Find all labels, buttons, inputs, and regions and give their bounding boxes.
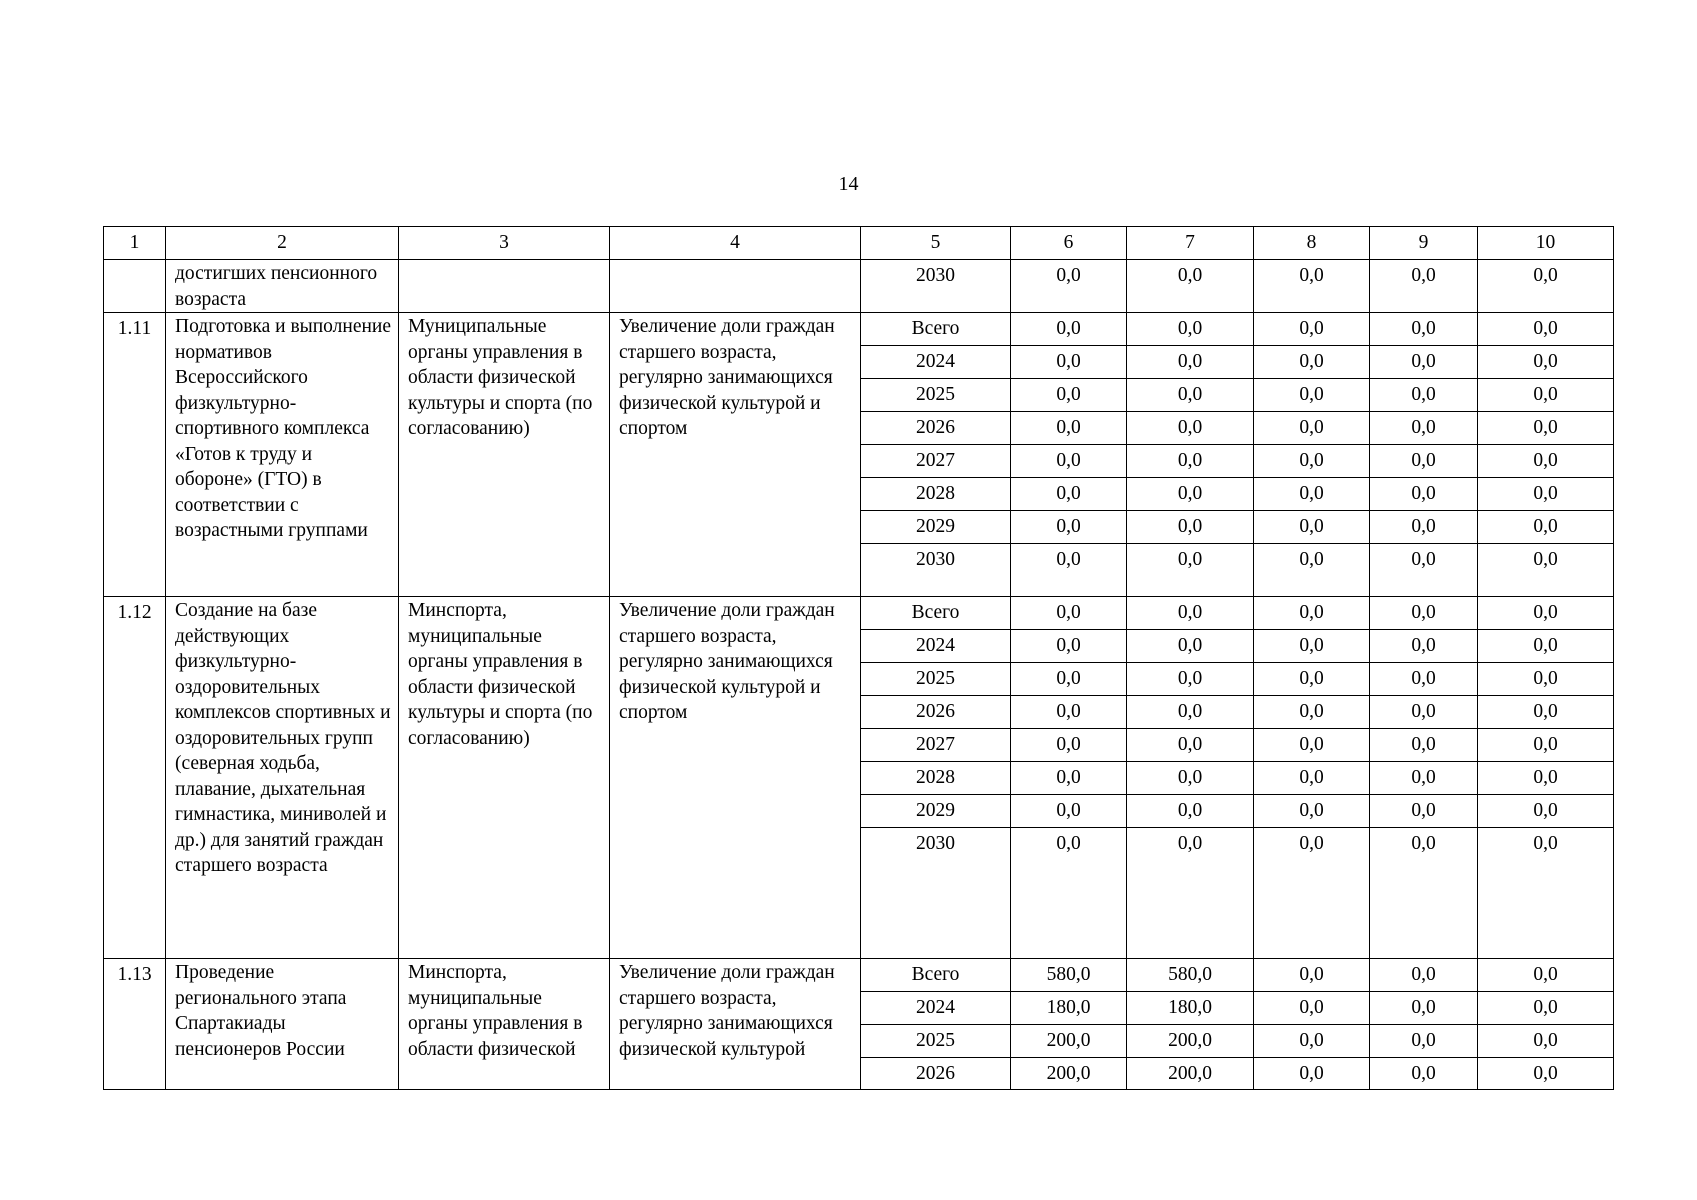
value-cell-10: 0,0	[1478, 762, 1614, 795]
value-cell-8: 0,0	[1254, 696, 1370, 729]
year-cell: 2026	[861, 412, 1011, 445]
column-header-3: 3	[399, 227, 610, 260]
value-cell-9: 0,0	[1370, 597, 1478, 630]
value-cell-9: 0,0	[1370, 1025, 1478, 1058]
column-header-6: 6	[1011, 227, 1127, 260]
result-cell: Увеличение доли граждан старшего возраста, регулярно занимающихся физической культурой и спортом	[610, 597, 861, 959]
value-cell-8: 0,0	[1254, 762, 1370, 795]
result-cell: Увеличение доли граждан старшего возраста, регулярно занимающихся физической культурой и спортом	[610, 313, 861, 597]
value-cell-6: 0,0	[1011, 630, 1127, 663]
value-cell-10: 0,0	[1478, 696, 1614, 729]
value-cell-10: 0,0	[1478, 346, 1614, 379]
value-cell-6: 0,0	[1011, 795, 1127, 828]
column-header-1: 1	[104, 227, 166, 260]
value-cell-8: 0,0	[1254, 1025, 1370, 1058]
executor-cell	[399, 260, 610, 313]
column-header-10: 10	[1478, 227, 1614, 260]
column-header-7: 7	[1127, 227, 1254, 260]
activity-name-cell: Создание на базе действующих физкультурно-оздоровительных комплексов спортивных и оздоровительных групп (северная ходьба, плавание, дыхательная гимнастика, миниволей и др.) для занятий граждан старшего возраста	[166, 597, 399, 959]
column-header-9: 9	[1370, 227, 1478, 260]
value-cell-6: 0,0	[1011, 445, 1127, 478]
column-header-4: 4	[610, 227, 861, 260]
value-cell-10: 0,0	[1478, 729, 1614, 762]
executor-cell: Минспорта, муниципальные органы управления в области физической	[399, 959, 610, 1090]
value-cell-8: 0,0	[1254, 379, 1370, 412]
value-cell-7: 0,0	[1127, 630, 1254, 663]
year-cell: Всего	[861, 959, 1011, 992]
value-cell-6: 0,0	[1011, 412, 1127, 445]
table-row	[104, 260, 1614, 313]
value-cell-6: 0,0	[1011, 379, 1127, 412]
executor-cell: Минспорта, муниципальные органы управления в области физической культуры и спорта (по согласованию)	[399, 597, 610, 959]
result-cell: Увеличение доли граждан старшего возраста, регулярно занимающихся физической культурой	[610, 959, 861, 1090]
value-cell-6: 580,0	[1011, 959, 1127, 992]
year-cell: 2030	[861, 260, 1011, 313]
row-number-cell: 1.11	[104, 313, 166, 597]
value-cell-7: 0,0	[1127, 412, 1254, 445]
column-header-2: 2	[166, 227, 399, 260]
year-cell: 2025	[861, 379, 1011, 412]
value-cell-8: 0,0	[1254, 478, 1370, 511]
value-cell-7: 0,0	[1127, 260, 1254, 313]
year-cell: Всего	[861, 313, 1011, 346]
column-header-row	[104, 227, 1614, 260]
value-cell-10: 0,0	[1478, 478, 1614, 511]
value-cell-9: 0,0	[1370, 313, 1478, 346]
value-cell-8: 0,0	[1254, 445, 1370, 478]
value-cell-9: 0,0	[1370, 630, 1478, 663]
year-cell: 2028	[861, 762, 1011, 795]
value-cell-7: 0,0	[1127, 597, 1254, 630]
value-cell-6: 0,0	[1011, 828, 1127, 959]
value-cell-6: 0,0	[1011, 729, 1127, 762]
value-cell-6: 180,0	[1011, 992, 1127, 1025]
value-cell-8: 0,0	[1254, 544, 1370, 597]
year-cell: 2024	[861, 346, 1011, 379]
column-header-8: 8	[1254, 227, 1370, 260]
activity-name-cell: достигших пенсионного возраста	[166, 260, 399, 313]
value-cell-10: 0,0	[1478, 630, 1614, 663]
value-cell-9: 0,0	[1370, 260, 1478, 313]
year-cell: 2024	[861, 992, 1011, 1025]
value-cell-8: 0,0	[1254, 260, 1370, 313]
value-cell-9: 0,0	[1370, 992, 1478, 1025]
value-cell-7: 0,0	[1127, 762, 1254, 795]
row-number-cell: 1.12	[104, 597, 166, 959]
value-cell-9: 0,0	[1370, 696, 1478, 729]
row-number-cell	[104, 260, 166, 313]
value-cell-7: 200,0	[1127, 1058, 1254, 1090]
value-cell-9: 0,0	[1370, 478, 1478, 511]
value-cell-6: 0,0	[1011, 663, 1127, 696]
value-cell-6: 0,0	[1011, 313, 1127, 346]
value-cell-10: 0,0	[1478, 379, 1614, 412]
value-cell-6: 0,0	[1011, 696, 1127, 729]
value-cell-8: 0,0	[1254, 1058, 1370, 1090]
year-cell: 2026	[861, 696, 1011, 729]
year-cell: 2027	[861, 729, 1011, 762]
value-cell-8: 0,0	[1254, 959, 1370, 992]
year-cell: 2027	[861, 445, 1011, 478]
value-cell-6: 0,0	[1011, 544, 1127, 597]
year-cell: 2025	[861, 663, 1011, 696]
value-cell-9: 0,0	[1370, 828, 1478, 959]
year-cell: 2030	[861, 828, 1011, 959]
value-cell-10: 0,0	[1478, 1025, 1614, 1058]
value-cell-8: 0,0	[1254, 511, 1370, 544]
value-cell-8: 0,0	[1254, 313, 1370, 346]
value-cell-8: 0,0	[1254, 663, 1370, 696]
activity-name-cell: Проведение регионального этапа Спартакиады пенсионеров России	[166, 959, 399, 1090]
value-cell-6: 0,0	[1011, 260, 1127, 313]
activity-name-cell: Подготовка и выполнение нормативов Всероссийского физкультурно-спортивного комплекса «Готов к труду и обороне» (ГТО) в соответствии с возрастными группами	[166, 313, 399, 597]
value-cell-10: 0,0	[1478, 412, 1614, 445]
value-cell-6: 0,0	[1011, 597, 1127, 630]
value-cell-7: 180,0	[1127, 992, 1254, 1025]
value-cell-8: 0,0	[1254, 346, 1370, 379]
value-cell-7: 0,0	[1127, 729, 1254, 762]
value-cell-7: 0,0	[1127, 828, 1254, 959]
program-table	[103, 226, 1614, 1090]
value-cell-9: 0,0	[1370, 511, 1478, 544]
column-header-5: 5	[861, 227, 1011, 260]
value-cell-7: 0,0	[1127, 346, 1254, 379]
value-cell-7: 0,0	[1127, 379, 1254, 412]
value-cell-8: 0,0	[1254, 729, 1370, 762]
year-cell: 2030	[861, 544, 1011, 597]
row-number-cell: 1.13	[104, 959, 166, 1090]
value-cell-9: 0,0	[1370, 795, 1478, 828]
value-cell-10: 0,0	[1478, 597, 1614, 630]
value-cell-8: 0,0	[1254, 992, 1370, 1025]
value-cell-10: 0,0	[1478, 445, 1614, 478]
value-cell-10: 0,0	[1478, 992, 1614, 1025]
section-row	[104, 959, 1614, 992]
value-cell-6: 0,0	[1011, 511, 1127, 544]
year-cell: 2025	[861, 1025, 1011, 1058]
value-cell-9: 0,0	[1370, 379, 1478, 412]
value-cell-9: 0,0	[1370, 959, 1478, 992]
result-cell	[610, 260, 861, 313]
value-cell-6: 0,0	[1011, 762, 1127, 795]
value-cell-8: 0,0	[1254, 828, 1370, 959]
value-cell-9: 0,0	[1370, 445, 1478, 478]
page-number: 14	[838, 173, 859, 195]
value-cell-10: 0,0	[1478, 544, 1614, 597]
value-cell-9: 0,0	[1370, 1058, 1478, 1090]
value-cell-7: 0,0	[1127, 511, 1254, 544]
value-cell-9: 0,0	[1370, 412, 1478, 445]
executor-cell: Муниципальные органы управления в области физической культуры и спорта (по согласованию)	[399, 313, 610, 597]
year-cell: 2029	[861, 511, 1011, 544]
value-cell-9: 0,0	[1370, 346, 1478, 379]
value-cell-7: 580,0	[1127, 959, 1254, 992]
year-cell: 2029	[861, 795, 1011, 828]
year-cell: 2026	[861, 1058, 1011, 1090]
value-cell-6: 200,0	[1011, 1025, 1127, 1058]
year-cell: Всего	[861, 597, 1011, 630]
value-cell-7: 0,0	[1127, 544, 1254, 597]
value-cell-10: 0,0	[1478, 260, 1614, 313]
value-cell-9: 0,0	[1370, 663, 1478, 696]
value-cell-9: 0,0	[1370, 729, 1478, 762]
value-cell-7: 0,0	[1127, 313, 1254, 346]
year-cell: 2028	[861, 478, 1011, 511]
value-cell-8: 0,0	[1254, 412, 1370, 445]
value-cell-7: 200,0	[1127, 1025, 1254, 1058]
section-row	[104, 597, 1614, 630]
value-cell-7: 0,0	[1127, 478, 1254, 511]
value-cell-10: 0,0	[1478, 1058, 1614, 1090]
value-cell-10: 0,0	[1478, 663, 1614, 696]
value-cell-8: 0,0	[1254, 630, 1370, 663]
value-cell-6: 0,0	[1011, 346, 1127, 379]
value-cell-7: 0,0	[1127, 445, 1254, 478]
year-cell: 2024	[861, 630, 1011, 663]
value-cell-7: 0,0	[1127, 663, 1254, 696]
value-cell-10: 0,0	[1478, 511, 1614, 544]
value-cell-8: 0,0	[1254, 795, 1370, 828]
value-cell-10: 0,0	[1478, 828, 1614, 959]
value-cell-9: 0,0	[1370, 544, 1478, 597]
value-cell-10: 0,0	[1478, 959, 1614, 992]
value-cell-9: 0,0	[1370, 762, 1478, 795]
section-row	[104, 313, 1614, 346]
value-cell-10: 0,0	[1478, 313, 1614, 346]
value-cell-7: 0,0	[1127, 696, 1254, 729]
value-cell-8: 0,0	[1254, 597, 1370, 630]
value-cell-7: 0,0	[1127, 795, 1254, 828]
value-cell-10: 0,0	[1478, 795, 1614, 828]
value-cell-6: 200,0	[1011, 1058, 1127, 1090]
value-cell-6: 0,0	[1011, 478, 1127, 511]
